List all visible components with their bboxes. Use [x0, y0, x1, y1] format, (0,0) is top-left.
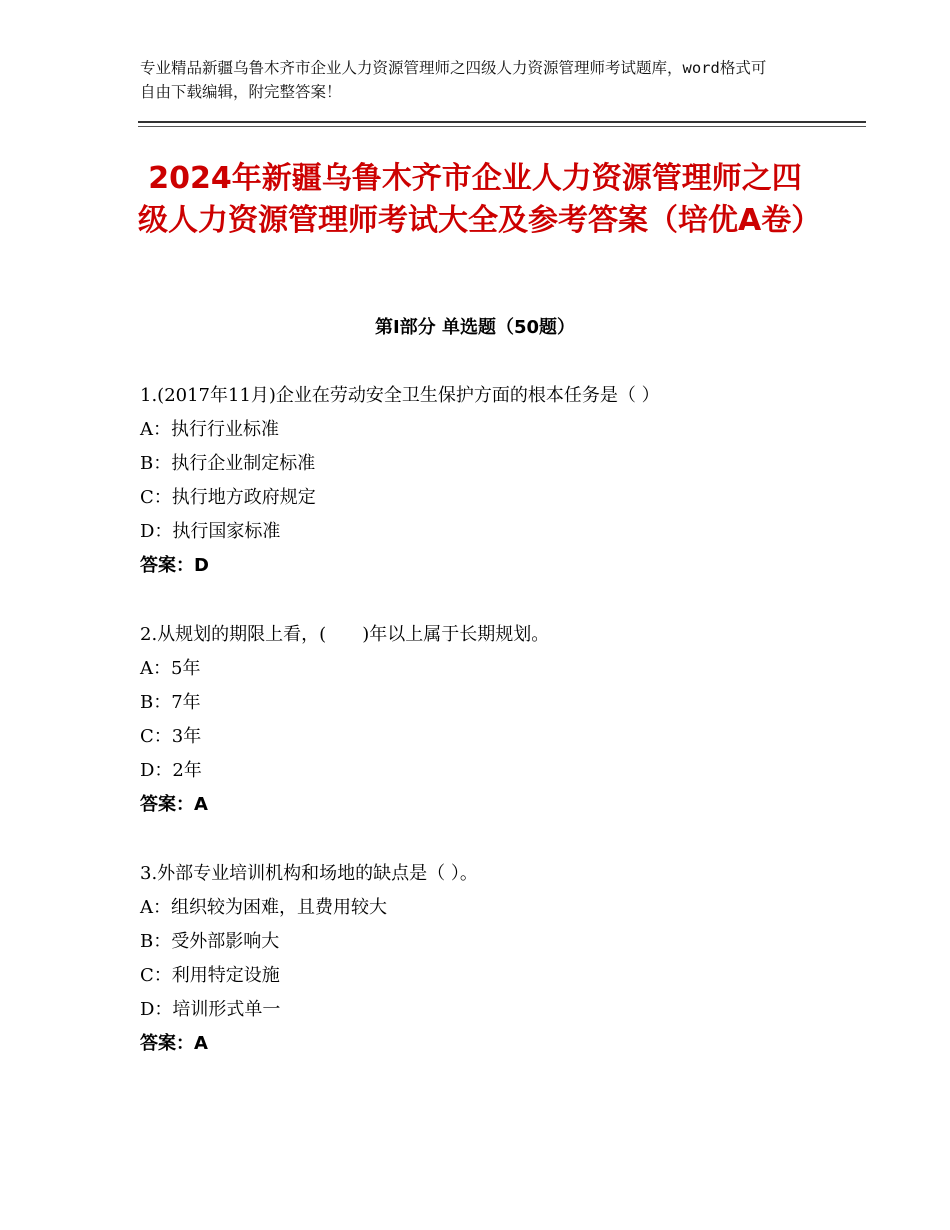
question-1 [140, 379, 840, 583]
answer-line [140, 788, 840, 822]
answer-value: A [194, 1033, 208, 1054]
question-stem: 3.外部专业培训机构和场地的缺点是（ ）。 [140, 863, 478, 884]
answer-label: 答案： [140, 555, 194, 576]
option-a: A：5年 [140, 658, 201, 679]
answer-value: D [194, 555, 209, 576]
answer-label: 答案： [140, 794, 194, 815]
option-c: C：执行地方政府规定 [140, 487, 316, 508]
header-note: 专业精品新疆乌鲁木齐市企业人力资源管理师之四级人力资源管理师考试题库，word格式可自由下载编辑，附完整答案！ [140, 59, 767, 101]
question-stem: 1.(2017年11月)企业在劳动安全卫生保护方面的根本任务是（ ） [140, 385, 660, 406]
option-c: C：利用特定设施 [140, 965, 280, 986]
answer-line [140, 549, 840, 583]
answer-line [140, 1027, 840, 1061]
option-b: B：执行企业制定标准 [140, 453, 316, 474]
option-d: D：2年 [140, 760, 202, 781]
answer-label: 答案： [140, 1033, 194, 1054]
option-d: D：培训形式单一 [140, 999, 281, 1020]
option-d: D：执行国家标准 [140, 521, 281, 542]
question-2 [140, 618, 840, 822]
header-rule-thin [138, 126, 866, 127]
option-b: B：受外部影响大 [140, 931, 280, 952]
question-stem: 2.从规划的期限上看，( )年以上属于长期规划。 [140, 624, 550, 645]
option-b: B：7年 [140, 692, 201, 713]
section-title: 第Ⅰ部分 单选题（50题） [374, 317, 575, 338]
question-3 [140, 857, 840, 1061]
document-title: 2024年新疆乌鲁木齐市企业人力资源管理师之四级人力资源管理师考试大全及参考答案（培优A卷） [138, 161, 822, 238]
option-a: A：执行行业标准 [140, 419, 279, 440]
header-rule-thick [138, 121, 866, 123]
answer-value: A [194, 794, 208, 815]
option-a: A：组织较为困难，且费用较大 [140, 897, 387, 918]
option-c: C：3年 [140, 726, 202, 747]
